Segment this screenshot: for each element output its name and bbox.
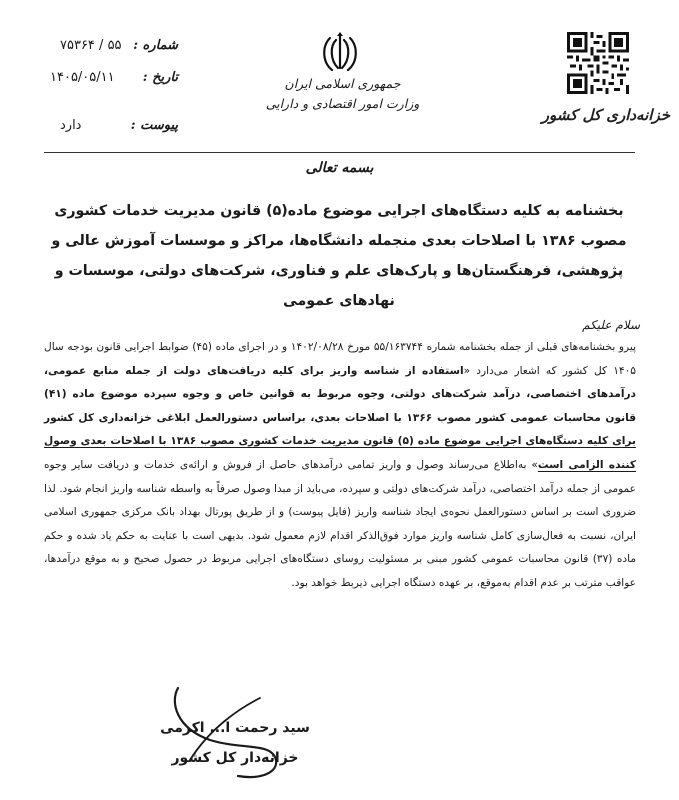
attachment-value: دارد (60, 118, 82, 133)
letter-body (44, 336, 636, 596)
attachment-label: پیوست : (130, 118, 178, 133)
number-value: ۵۵ / ۷۵۳۶۴ (60, 38, 122, 53)
letter-number (60, 38, 178, 53)
date-value: ۱۴۰۵/۰۵/۱۱ (50, 70, 115, 85)
qr-code-icon (567, 32, 629, 94)
letter-date (50, 70, 178, 85)
circular-title: بخشنامه به کلیه دستگاه‌های اجرایی موضوع ماده(۵) قانون مدیریت خدمات کشوری مصوب ۱۳۸۶ با اصلاحات بعدی منجمله دانشگاه‌ها، مراکز و موسسات آموزش عالی و پژوهشی، فرهنگستان‌ها و پارک‌های علم و فناوری، شرکت‌های دولتی، موسسات و نهادهای عمومی (51, 203, 627, 309)
body-main-text: » به‌اطلاع می‌رساند وصول و واریز تمامی درآمدهای حاصل از فروش و ارائه‌ی خدمات و دریافت سایر وجوه عمومی از جمله درآمد اختصاصی، درآمد شرکت‌های دولتی و سپرده، می‌باید از مبدا وصول صرفاً به واسطه شناسه واریز انجام شود. لذا ضروری است بر اساس دستورالعمل نحوه‌ی ایجاد شناسه واریز (فایل پیوست) و از طریق پورتال بهداد بانک مرکزی جمهوری اسلامی ایران، نسبت به فعال‌سازی کامل شناسه واریز موارد فوق‌الذکر اقدام لازم معمول شود. بدیهی است با عنایت به حکم یاد شده و حکم ماده (۳۷) قانون محاسبات عمومی کشور مبنی بر مسئولیت روسای دستگاه‌های اجرایی مربوط در حصول صحیح و به موقع درآمدها، عواقب مترتب بر عدم اقدام به‌موقع، بر عهده دستگاه اجرایی ذیربط خواهد بود. (44, 458, 637, 589)
body-underlined-clause: برای کلیه دستگاه‌های اجرایی موضوع ماده (۵) قانون مدیریت خدمات کشوری مصوب ۱۳۸۶ با اصلاحات بعدی وصول کننده الزامی است (44, 435, 636, 471)
signatory-title: خزانه‌دار کل کشور (171, 750, 299, 766)
agency-name: خزانه‌داری کل کشور (541, 106, 670, 124)
body-intro: پیرو بخشنامه‌های قبلی از جمله بخشنامه شماره ۵۵/۱۶۳۷۴۴ مورخ ۱۴۰۲/۰۸/۲۸ و در اجرای ماده (۴۵) ضوابط اجرایی قانون بودجه سال ۱۴۰۵ کل کشور که اشعار می‌دارد « (44, 341, 637, 377)
gov-line-ministry: وزارت امور اقتصادی و دارایی (265, 96, 420, 111)
date-label: تاریخ : (142, 70, 178, 85)
body-quoted-clause: استفاده از شناسه واریز برای کلیه دریافت‌های دولت از جمله منابع عمومی، درآمدهای اختصاصی، درآمد شرکت‌های دولتی، وجوه مربوط به قوانین خاص و وجوه سپرده موضوع ماده (۴۱) قانون محاسبات عمومی کشور مصوب ۱۳۶۶ با اصلاحات بعدی، براساس دستورالعمل ابلاغی خزانه‌داری کل کشور (44, 364, 637, 424)
signatory-name: سید رحمت ا... اکرمی (160, 720, 310, 736)
header-divider (44, 152, 635, 153)
basmala: بسمه تعالی (305, 160, 374, 176)
number-label: شماره : (133, 38, 178, 53)
greeting: سلام علیکم (582, 318, 640, 332)
gov-line-republic: جمهوری اسلامی ایران (284, 76, 401, 91)
letter-attachment (60, 118, 178, 133)
iran-emblem-icon (318, 30, 362, 74)
